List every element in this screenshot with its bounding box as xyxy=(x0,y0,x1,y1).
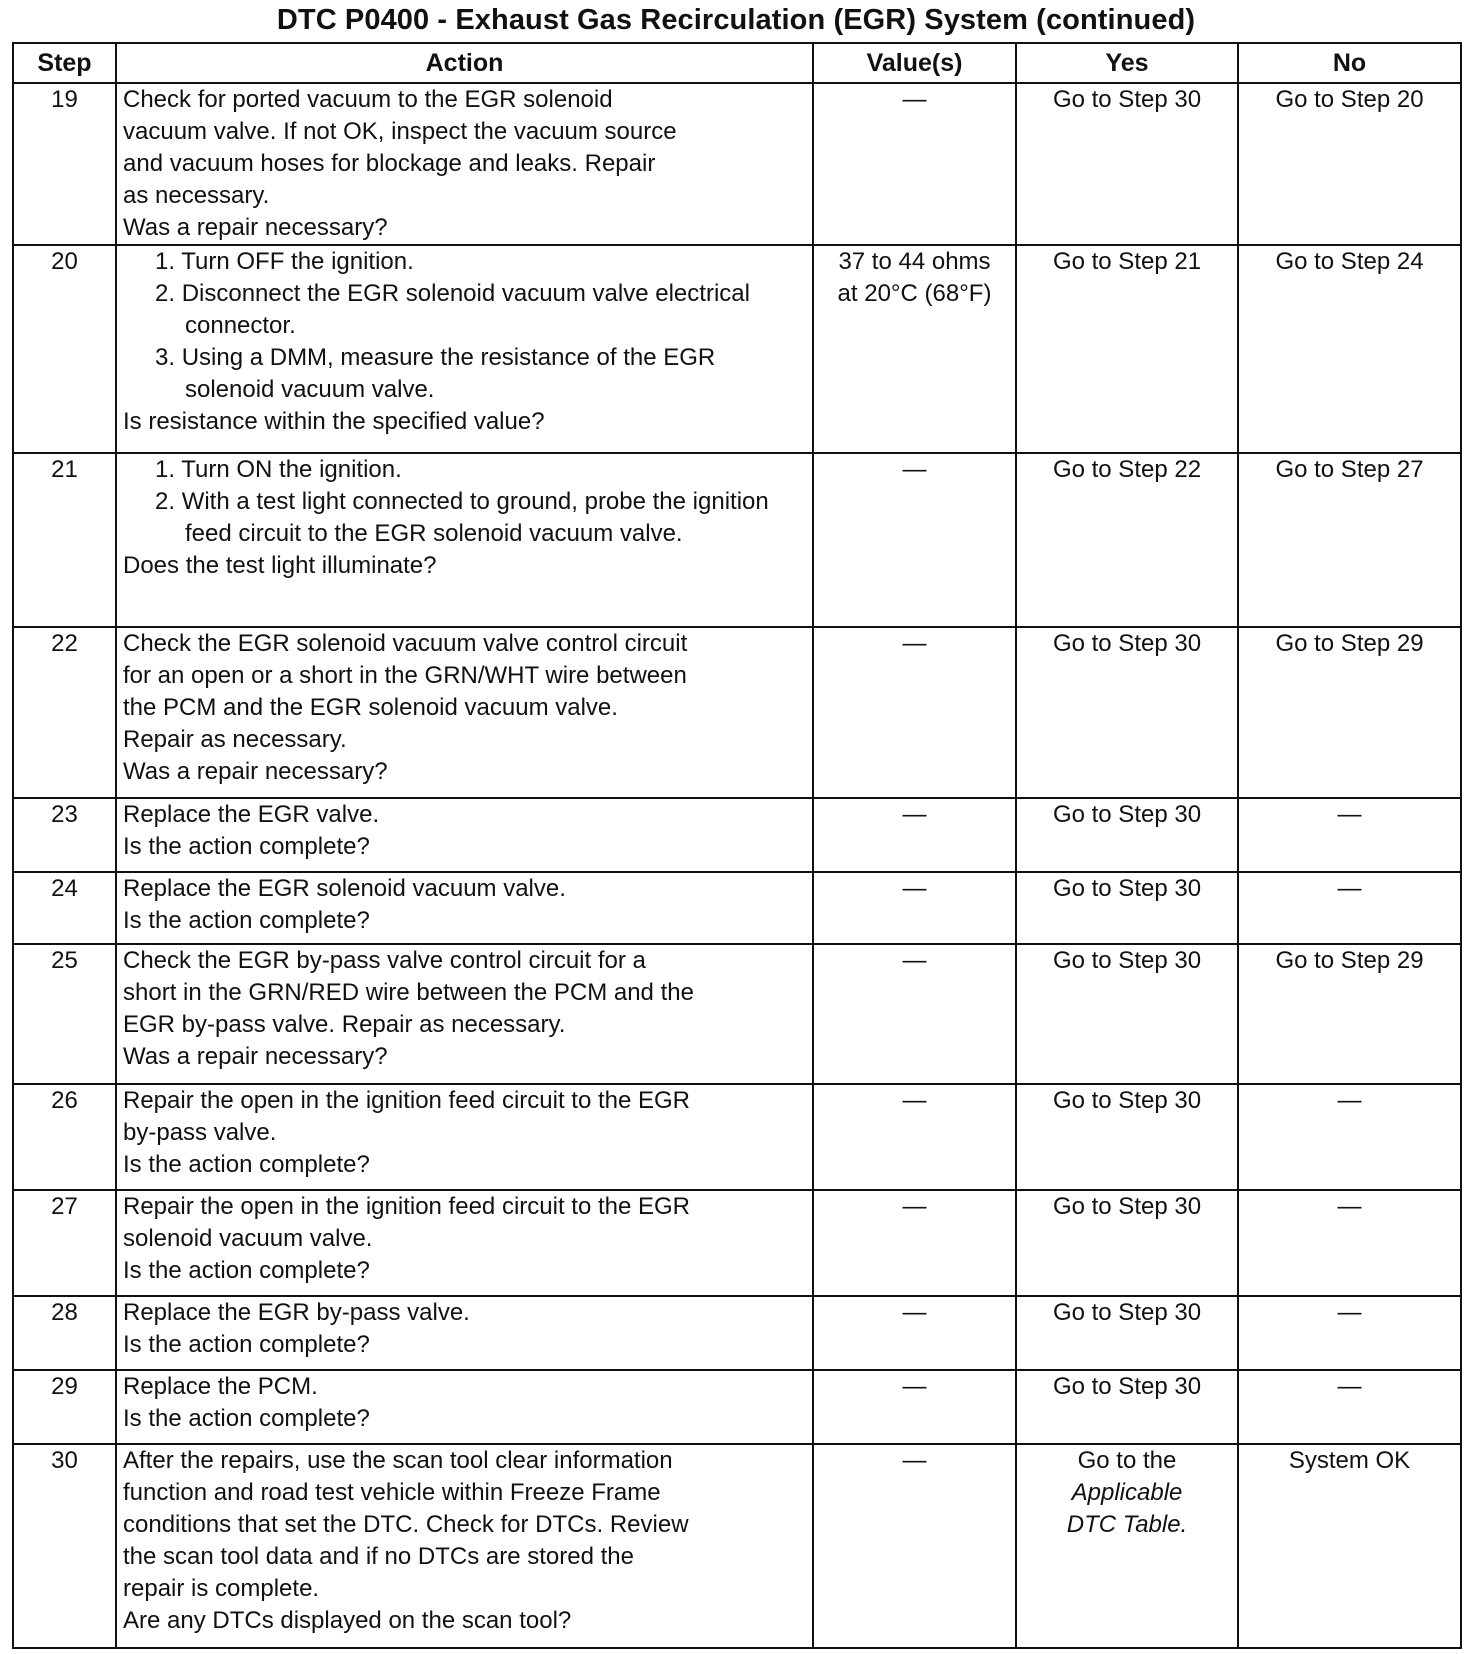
action-line: Replace the PCM. xyxy=(123,1373,318,1400)
action-line: and vacuum hoses for blockage and leaks. Repair xyxy=(123,150,656,177)
header-step: Step xyxy=(13,43,116,83)
step-number: 30 xyxy=(13,1444,116,1648)
action-cell xyxy=(116,798,813,872)
diagnostic-table xyxy=(12,42,1462,1649)
no-cell: Go to Step 29 xyxy=(1238,627,1461,798)
no-cell: — xyxy=(1238,1084,1461,1190)
no-cell: Go to Step 29 xyxy=(1238,944,1461,1084)
no-cell: — xyxy=(1238,1370,1461,1444)
action-line: Check for ported vacuum to the EGR solenoid xyxy=(123,86,613,113)
action-line: as necessary. xyxy=(123,182,270,209)
no-cell: — xyxy=(1238,1296,1461,1370)
action-line: Replace the EGR solenoid vacuum valve. xyxy=(123,875,566,902)
no-cell: Go to Step 27 xyxy=(1238,453,1461,627)
action-question: Is the action complete? xyxy=(123,1331,370,1358)
action-line: EGR by-pass valve. Repair as necessary. xyxy=(123,1011,566,1038)
step-number: 28 xyxy=(13,1296,116,1370)
yes-cell: Go to Step 30 xyxy=(1016,1370,1238,1444)
action-question: Is the action complete? xyxy=(123,1257,370,1284)
table-row xyxy=(13,798,1461,872)
action-line: the PCM and the EGR solenoid vacuum valve. xyxy=(123,694,618,721)
step-number: 21 xyxy=(13,453,116,627)
no-cell: — xyxy=(1238,798,1461,872)
action-line: Replace the EGR valve. xyxy=(123,801,380,828)
header-yes: Yes xyxy=(1016,43,1238,83)
action-cell xyxy=(116,944,813,1084)
action-question: Does the test light illuminate? xyxy=(123,552,437,579)
step-number: 27 xyxy=(13,1190,116,1296)
table-row xyxy=(13,1296,1461,1370)
action-list-item: 1. Turn OFF the ignition. xyxy=(155,248,414,275)
step-number: 25 xyxy=(13,944,116,1084)
action-line: by-pass valve. xyxy=(123,1119,277,1146)
action-cell xyxy=(116,245,813,453)
action-line: conditions that set the DTC. Check for DTCs. Review xyxy=(123,1511,689,1538)
value-cell: — xyxy=(813,1370,1016,1444)
action-line: short in the GRN/RED wire between the PCM and the xyxy=(123,979,694,1006)
yes-cell: Go to Step 30 xyxy=(1016,798,1238,872)
yes-cell: Go to Step 30 xyxy=(1016,627,1238,798)
step-number: 22 xyxy=(13,627,116,798)
value-cell: — xyxy=(813,1444,1016,1648)
action-question: Are any DTCs displayed on the scan tool? xyxy=(123,1607,572,1634)
header-no: No xyxy=(1238,43,1461,83)
table-row xyxy=(13,245,1461,453)
action-cell xyxy=(116,83,813,245)
yes-cell: Go to Step 30 xyxy=(1016,1296,1238,1370)
yes-line: Applicable xyxy=(1071,1479,1183,1506)
action-line: Repair the open in the ignition feed circuit to the EGR xyxy=(123,1087,690,1114)
table-row xyxy=(13,872,1461,944)
action-line: Repair as necessary. xyxy=(123,726,347,753)
step-number: 26 xyxy=(13,1084,116,1190)
action-question: Is the action complete? xyxy=(123,1405,370,1432)
action-line: for an open or a short in the GRN/WHT wire between xyxy=(123,662,687,689)
action-line: solenoid vacuum valve. xyxy=(123,1225,373,1252)
value-cell: — xyxy=(813,83,1016,245)
table-row xyxy=(13,1444,1461,1648)
yes-cell: Go to Step 30 xyxy=(1016,944,1238,1084)
value-line: 37 to 44 ohms xyxy=(838,248,991,275)
action-cell xyxy=(116,1190,813,1296)
table-row xyxy=(13,944,1461,1084)
action-list-item: 2. Disconnect the EGR solenoid vacuum valve electrical connector. xyxy=(155,280,750,339)
table-row xyxy=(13,1084,1461,1190)
action-line: Check the EGR by-pass valve control circuit for a xyxy=(123,947,646,974)
action-cell xyxy=(116,627,813,798)
action-line: function and road test vehicle within Freeze Frame xyxy=(123,1479,661,1506)
action-cell xyxy=(116,1370,813,1444)
action-list-item: 1. Turn ON the ignition. xyxy=(155,456,402,483)
table-row xyxy=(13,1190,1461,1296)
action-cell xyxy=(116,1296,813,1370)
yes-cell: Go to Step 30 xyxy=(1016,1084,1238,1190)
action-list-item: 2. With a test light connected to ground, probe the ignition feed circuit to the EGR solenoid vacuum valve. xyxy=(155,488,769,547)
table-row xyxy=(13,1370,1461,1444)
action-line: Check the EGR solenoid vacuum valve control circuit xyxy=(123,630,688,657)
action-cell xyxy=(116,872,813,944)
action-question: Was a repair necessary? xyxy=(123,758,388,785)
no-cell: — xyxy=(1238,872,1461,944)
action-question: Was a repair necessary? xyxy=(123,214,388,241)
table-row xyxy=(13,453,1461,627)
no-cell: System OK xyxy=(1238,1444,1461,1648)
value-cell: — xyxy=(813,1190,1016,1296)
yes-line: DTC Table. xyxy=(1066,1511,1188,1538)
table-row xyxy=(13,83,1461,245)
action-cell xyxy=(116,1444,813,1648)
no-cell: Go to Step 20 xyxy=(1238,83,1461,245)
value-cell: — xyxy=(813,944,1016,1084)
action-question: Is the action complete? xyxy=(123,833,370,860)
action-line: the scan tool data and if no DTCs are stored the xyxy=(123,1543,634,1570)
yes-cell: Go to Step 22 xyxy=(1016,453,1238,627)
value-cell: — xyxy=(813,627,1016,798)
action-line: After the repairs, use the scan tool clear information xyxy=(123,1447,673,1474)
value-cell: — xyxy=(813,453,1016,627)
action-line: Replace the EGR by-pass valve. xyxy=(123,1299,470,1326)
value-cell: — xyxy=(813,1296,1016,1370)
table-row xyxy=(13,627,1461,798)
step-number: 24 xyxy=(13,872,116,944)
value-cell: — xyxy=(813,798,1016,872)
action-cell xyxy=(116,453,813,627)
header-row xyxy=(13,43,1461,83)
yes-cell: Go to Step 30 xyxy=(1016,83,1238,245)
value-line: at 20°C (68°F) xyxy=(837,280,992,307)
header-value: Value(s) xyxy=(813,43,1016,83)
value-cell: — xyxy=(813,1084,1016,1190)
step-number: 20 xyxy=(13,245,116,453)
action-line: Repair the open in the ignition feed circuit to the EGR xyxy=(123,1193,690,1220)
yes-cell xyxy=(1016,1444,1238,1648)
action-question: Was a repair necessary? xyxy=(123,1043,388,1070)
yes-line: Go to the xyxy=(1077,1447,1177,1474)
yes-cell: Go to Step 21 xyxy=(1016,245,1238,453)
action-question: Is the action complete? xyxy=(123,907,370,934)
action-question: Is the action complete? xyxy=(123,1151,370,1178)
action-cell xyxy=(116,1084,813,1190)
value-cell xyxy=(813,245,1016,453)
action-line: vacuum valve. If not OK, inspect the vacuum source xyxy=(123,118,677,145)
value-cell: — xyxy=(813,872,1016,944)
step-number: 29 xyxy=(13,1370,116,1444)
step-number: 19 xyxy=(13,83,116,245)
action-question: Is resistance within the specified value? xyxy=(123,408,545,435)
yes-cell: Go to Step 30 xyxy=(1016,1190,1238,1296)
yes-cell: Go to Step 30 xyxy=(1016,872,1238,944)
step-number: 23 xyxy=(13,798,116,872)
action-list-item: 3. Using a DMM, measure the resistance of the EGR solenoid vacuum valve. xyxy=(155,344,716,403)
action-line: repair is complete. xyxy=(123,1575,320,1602)
no-cell: Go to Step 24 xyxy=(1238,245,1461,453)
header-action: Action xyxy=(116,43,813,83)
no-cell: — xyxy=(1238,1190,1461,1296)
page-title: DTC P0400 - Exhaust Gas Recirculation (EGR) System (continued) xyxy=(276,4,1196,36)
